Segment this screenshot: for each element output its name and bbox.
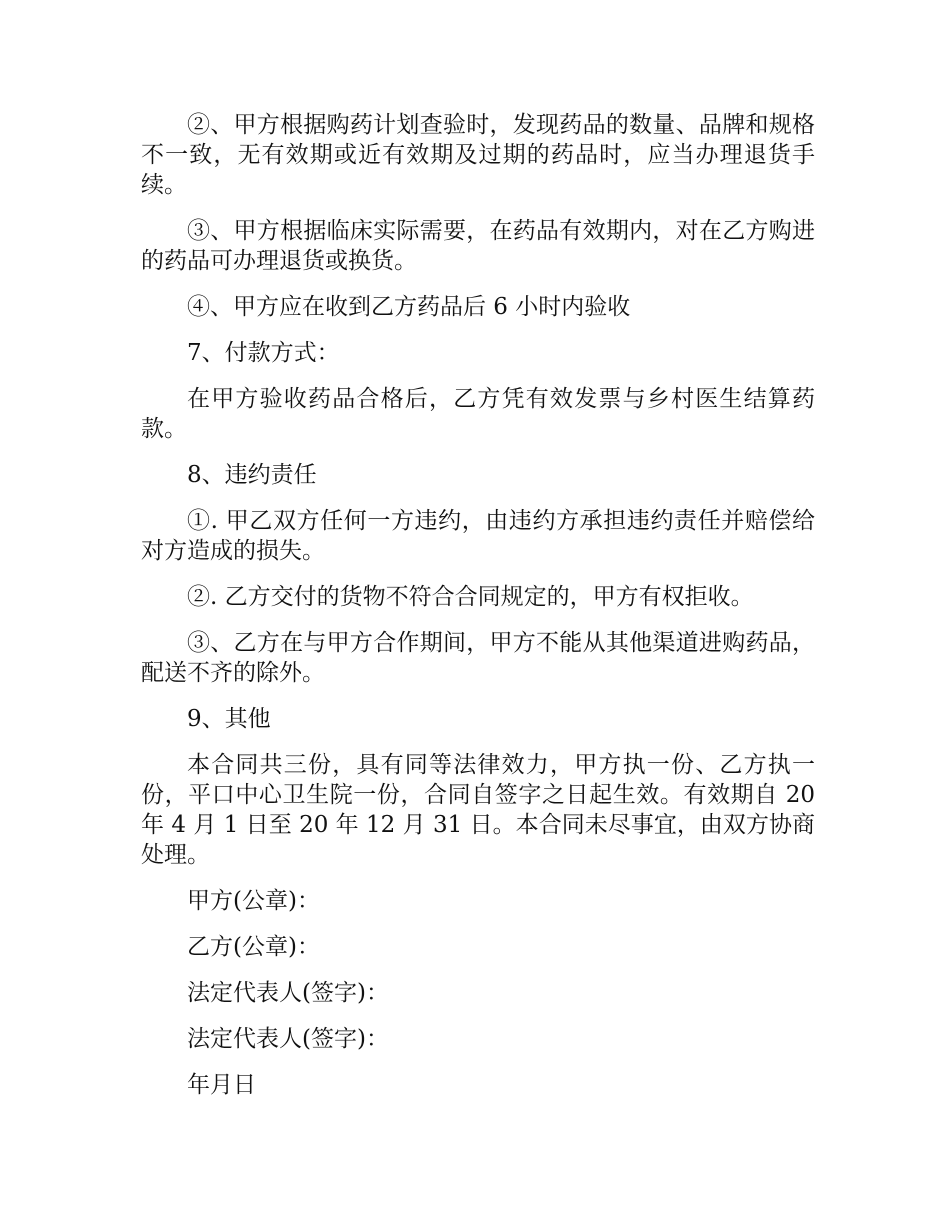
party-b-seal: 乙方(公章)： [187,934,320,960]
breach-clause-1: ①. 甲乙双方任何一方违约，由违约方承担违约责任并赔偿给对方造成的损失。 [141,508,815,564]
party-a-seal: 甲方(公章)： [187,888,320,914]
breach-clause-2: ②. 乙方交付的货物不符合合同规定的，甲方有权拒收。 [187,584,754,610]
legal-rep-signature-a: 法定代表人(签字)： [187,980,389,1006]
section-8-heading: 8、违约责任 [187,462,317,488]
contract-validity: 本合同共三份，具有同等法律效力，甲方执一份、乙方执一份，平口中心卫生院一份，合同自签字之日起生效。有效期自 20 年 4 月 1 日至 20 年 12 月 31 日。本合同未尽事宜，由双方协商处理。 [141,752,815,868]
clause-2-inspection-return: ②、甲方根据购药计划查验时，发现药品的数量、品牌和规格不一致，无有效期或近有效期及过期的药品时，应当办理退货手续。 [141,112,815,198]
clause-4-acceptance-time: ④、甲方应在收到乙方药品后 6 小时内验收 [187,294,631,320]
section-9-heading: 9、其他 [187,706,271,732]
clause-3-return-exchange: ③、甲方根据临床实际需要，在药品有效期内，对在乙方购进的药品可办理退货或换货。 [141,218,815,274]
section-7-heading: 7、付款方式： [187,340,340,366]
breach-clause-3: ③、乙方在与甲方合作期间，甲方不能从其他渠道进购药品，配送不齐的除外。 [141,630,815,686]
payment-terms: 在甲方验收药品合格后，乙方凭有效发票与乡村医生结算药款。 [141,386,815,442]
date-line: 年月日 [187,1072,256,1098]
legal-rep-signature-b: 法定代表人(签字)： [187,1026,389,1052]
